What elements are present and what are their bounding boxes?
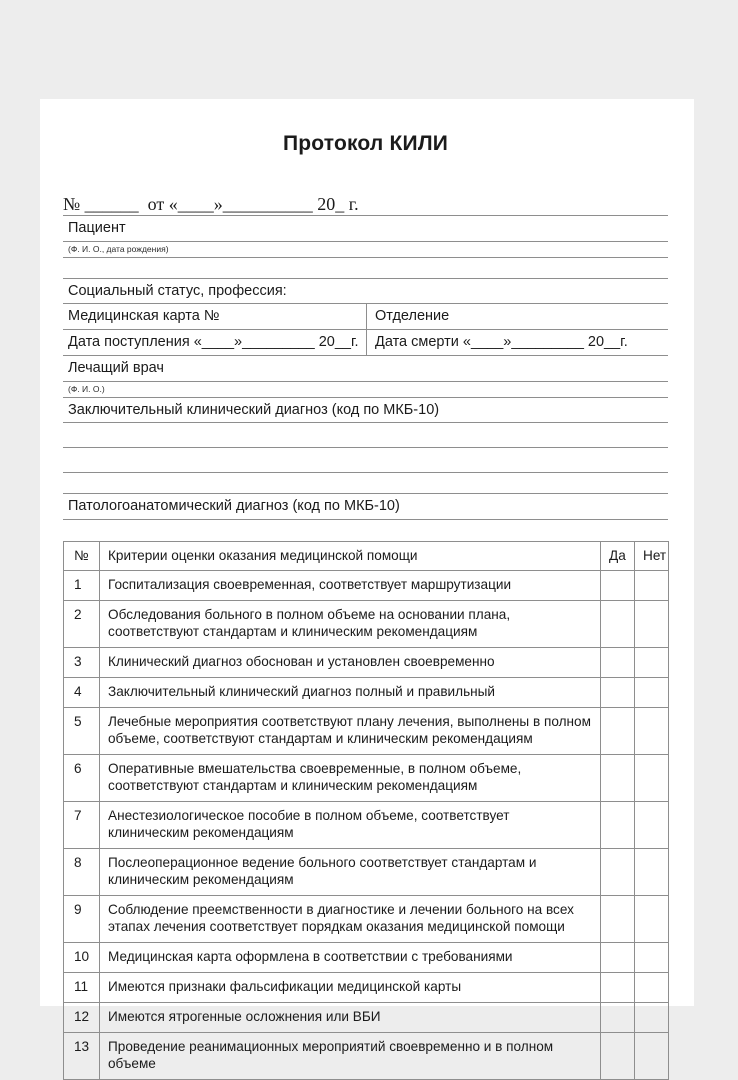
clinical-diagnosis-write-line-1[interactable] xyxy=(63,423,668,448)
row-card-department xyxy=(63,304,668,330)
field-attending-doctor-label: Лечащий врач xyxy=(68,360,164,376)
table-header-row xyxy=(64,541,669,571)
cell-no[interactable] xyxy=(635,571,669,601)
criteria-table xyxy=(63,541,669,1080)
cell-no[interactable] xyxy=(635,943,669,973)
cell-criteria: Госпитализация своевременная, соответствует маршрутизации xyxy=(100,571,601,601)
cell-yes[interactable] xyxy=(601,973,635,1003)
cell-criteria: Послеоперационное ведение больного соответствует стандартам и клиническим рекомендациям xyxy=(100,849,601,896)
cell-num: 2 xyxy=(64,601,100,648)
header-yes: Да xyxy=(601,541,635,571)
cell-no[interactable] xyxy=(635,708,669,755)
field-clinical-diagnosis-label: Заключительный клинический диагноз (код по МКБ-10) xyxy=(68,402,439,418)
cell-no[interactable] xyxy=(635,802,669,849)
cell-num: 11 xyxy=(64,973,100,1003)
caption-patient: (Ф. И. О., дата рождения) xyxy=(63,242,668,258)
cell-no[interactable] xyxy=(635,896,669,943)
document-page xyxy=(40,99,694,1006)
cell-yes[interactable] xyxy=(601,648,635,678)
field-clinical-diagnosis[interactable] xyxy=(63,398,668,424)
cell-no[interactable] xyxy=(635,973,669,1003)
field-pathological-diagnosis[interactable] xyxy=(63,493,668,520)
table-row xyxy=(64,678,669,708)
clinical-diagnosis-write-line-2[interactable] xyxy=(63,448,668,473)
cell-yes[interactable] xyxy=(601,896,635,943)
cell-criteria: Клинический диагноз обоснован и установлен своевременно xyxy=(100,648,601,678)
table-row xyxy=(64,943,669,973)
field-department[interactable] xyxy=(367,304,668,329)
table-row xyxy=(64,601,669,648)
cell-num: 4 xyxy=(64,678,100,708)
table-row xyxy=(64,973,669,1003)
cell-no[interactable] xyxy=(635,849,669,896)
table-row xyxy=(64,648,669,678)
cell-num: 7 xyxy=(64,802,100,849)
cell-no[interactable] xyxy=(635,678,669,708)
field-admission-date-label: Дата поступления «____»_________ 20__г. xyxy=(68,334,359,350)
field-patient-label: Пациент xyxy=(68,220,126,236)
cell-num: 1 xyxy=(64,571,100,601)
document-body xyxy=(63,99,668,1080)
cell-yes[interactable] xyxy=(601,571,635,601)
spacer xyxy=(63,258,668,278)
cell-yes[interactable] xyxy=(601,1003,635,1033)
cell-no[interactable] xyxy=(635,601,669,648)
field-pathological-diagnosis-label: Патологоанатомический диагноз (код по МКБ-10) xyxy=(68,498,400,514)
cell-criteria: Анестезиологическое пособие в полном объеме, соответствует клиническим рекомендациям xyxy=(100,802,601,849)
page-title: Протокол КИЛИ xyxy=(63,132,668,156)
cell-num: 12 xyxy=(64,1003,100,1033)
cell-num: 9 xyxy=(64,896,100,943)
table-row xyxy=(64,849,669,896)
header-no: Нет xyxy=(635,541,669,571)
cell-no[interactable] xyxy=(635,755,669,802)
field-social-status[interactable] xyxy=(63,278,668,305)
cell-num: 13 xyxy=(64,1033,100,1080)
cell-num: 5 xyxy=(64,708,100,755)
document-date-line: № ______ от «____»__________ 20_ г. xyxy=(63,194,668,215)
cell-yes[interactable] xyxy=(601,678,635,708)
field-attending-doctor[interactable] xyxy=(63,356,668,382)
table-row xyxy=(64,1003,669,1033)
cell-no[interactable] xyxy=(635,1003,669,1033)
cell-criteria: Проведение реанимационных мероприятий своевременно и в полном объеме xyxy=(100,1033,601,1080)
cell-criteria: Заключительный клинический диагноз полный и правильный xyxy=(100,678,601,708)
cell-yes[interactable] xyxy=(601,755,635,802)
table-row xyxy=(64,896,669,943)
table-row xyxy=(64,755,669,802)
table-row xyxy=(64,802,669,849)
field-social-status-label: Социальный статус, профессия: xyxy=(68,283,287,299)
cell-num: 10 xyxy=(64,943,100,973)
field-med-card-label: Медицинская карта № xyxy=(68,308,219,324)
cell-criteria: Обследования больного в полном объеме на основании плана, соответствуют стандартам и клиническим рекомендациям xyxy=(100,601,601,648)
caption-attending-doctor: (Ф. И. О.) xyxy=(63,382,668,398)
cell-criteria: Соблюдение преемственности в диагностике и лечении больного на всех этапах лечения соответствует порядкам оказания медицинской помощи xyxy=(100,896,601,943)
header-num: № xyxy=(64,541,100,571)
row-admission-death xyxy=(63,330,668,356)
cell-criteria: Оперативные вмешательства своевременные, в полном объеме, соответствуют стандартам и клиническим рекомендациям xyxy=(100,755,601,802)
cell-criteria: Имеются признаки фальсификации медицинской карты xyxy=(100,973,601,1003)
table-row xyxy=(64,571,669,601)
cell-yes[interactable] xyxy=(601,849,635,896)
field-death-date[interactable] xyxy=(367,330,668,355)
cell-criteria: Медицинская карта оформлена в соответствии с требованиями xyxy=(100,943,601,973)
cell-yes[interactable] xyxy=(601,601,635,648)
spacer xyxy=(63,473,668,493)
table-row xyxy=(64,708,669,755)
header-criteria: Критерии оценки оказания медицинской помощи xyxy=(100,541,601,571)
cell-num: 8 xyxy=(64,849,100,896)
field-department-label: Отделение xyxy=(375,308,449,324)
cell-criteria: Лечебные мероприятия соответствуют плану лечения, выполнены в полном объеме, соответствуют стандартам и клиническим рекомендациям xyxy=(100,708,601,755)
cell-criteria: Имеются ятрогенные осложнения или ВБИ xyxy=(100,1003,601,1033)
cell-yes[interactable] xyxy=(601,943,635,973)
cell-no[interactable] xyxy=(635,648,669,678)
field-admission-date[interactable] xyxy=(63,330,367,355)
field-patient[interactable] xyxy=(63,215,668,242)
field-med-card[interactable] xyxy=(63,304,367,329)
field-death-date-label: Дата смерти «____»_________ 20__г. xyxy=(375,334,628,350)
cell-num: 3 xyxy=(64,648,100,678)
cell-num: 6 xyxy=(64,755,100,802)
cell-yes[interactable] xyxy=(601,708,635,755)
cell-yes[interactable] xyxy=(601,802,635,849)
